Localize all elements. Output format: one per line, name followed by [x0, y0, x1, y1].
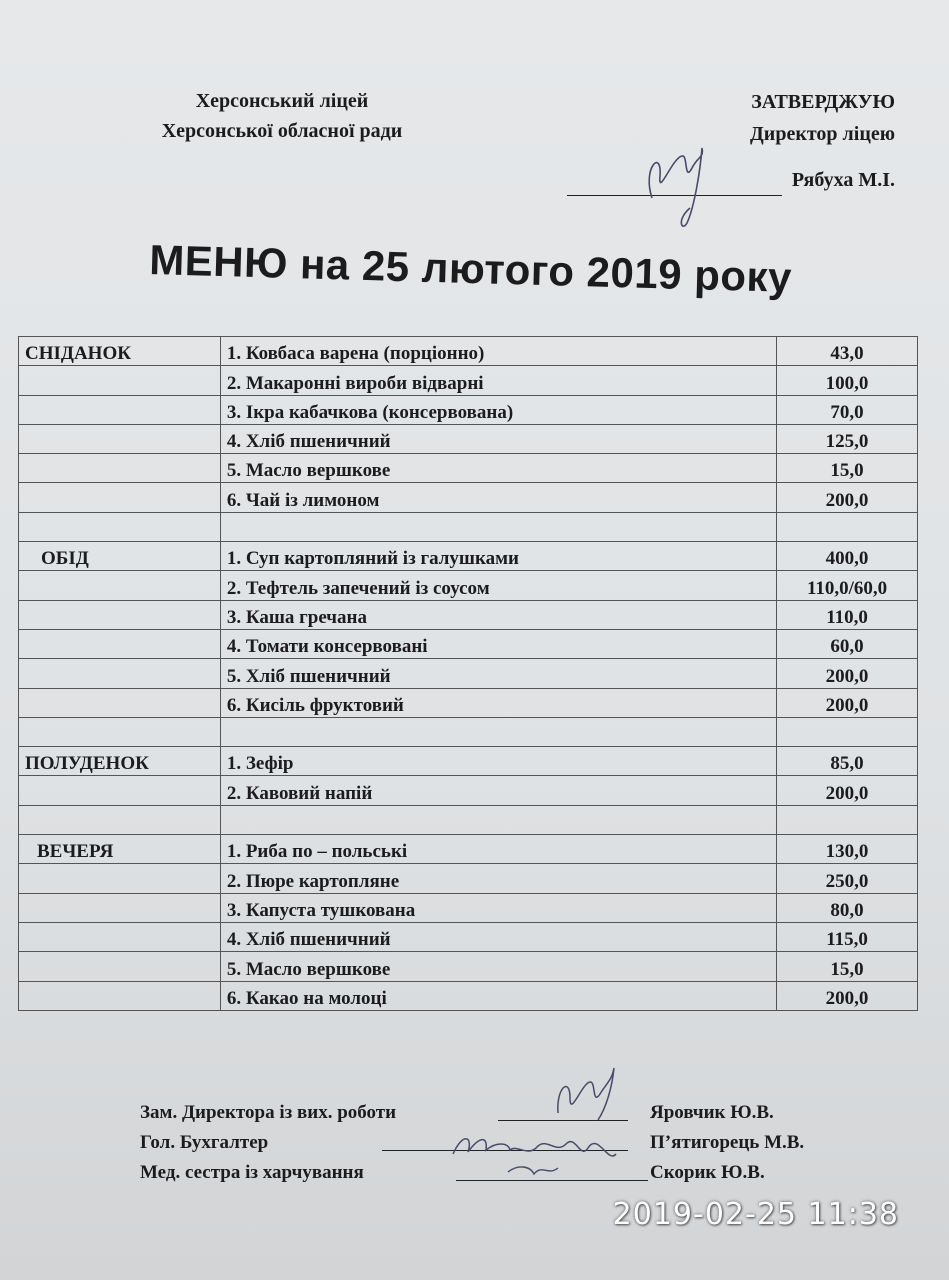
meal-label: ВЕЧЕРЯ [19, 835, 221, 864]
menu-row [19, 835, 918, 864]
dish-name: 6. Кисіль фруктовий [220, 688, 776, 717]
menu-row [19, 688, 918, 717]
dish-name: 5. Масло вершкове [220, 454, 776, 483]
dish-name: 1. Ковбаса варена (порціонно) [220, 337, 776, 366]
menu-table [18, 336, 918, 1011]
meal-label-cell [19, 571, 221, 600]
deputy-signature [548, 1058, 638, 1128]
approval-position: Директор ліцею [750, 123, 895, 145]
dish-portion: 110,0 [777, 600, 918, 629]
spacer-row [19, 805, 918, 834]
empty-cell [19, 512, 221, 541]
dish-portion: 130,0 [777, 835, 918, 864]
meal-label-cell [19, 922, 221, 951]
menu-row [19, 776, 918, 805]
meal-label-cell [19, 688, 221, 717]
dish-name: 5. Масло вершкове [220, 952, 776, 981]
dish-portion: 200,0 [777, 776, 918, 805]
menu-row [19, 922, 918, 951]
director-signature [632, 128, 742, 238]
meal-label: ОБІД [19, 542, 221, 571]
meal-label-cell [19, 424, 221, 453]
dish-portion: 125,0 [777, 424, 918, 453]
signature-person: П’ятигорець М.В. [650, 1132, 805, 1153]
dish-portion: 60,0 [777, 629, 918, 658]
empty-cell [220, 717, 776, 746]
dish-portion: 200,0 [777, 981, 918, 1010]
meal-label-cell [19, 600, 221, 629]
empty-cell [777, 512, 918, 541]
dish-portion: 200,0 [777, 659, 918, 688]
director-name: Рябуха М.І. [791, 169, 895, 191]
meal-label-cell [19, 893, 221, 922]
spacer-row [19, 512, 918, 541]
dish-name: 2. Тефтель запечений із соусом [220, 571, 776, 600]
menu-row [19, 571, 918, 600]
dish-portion: 15,0 [777, 454, 918, 483]
dish-name: 3. Каша гречана [220, 600, 776, 629]
menu-row [19, 454, 918, 483]
menu-row [19, 424, 918, 453]
empty-cell [220, 805, 776, 834]
meal-label: СНІДАНОК [19, 337, 221, 366]
dish-name: 2. Пюре картопляне [220, 864, 776, 893]
meal-label-cell [19, 454, 221, 483]
dish-name: 3. Капуста тушкована [220, 893, 776, 922]
meal-label-cell [19, 864, 221, 893]
dish-portion: 85,0 [777, 747, 918, 776]
menu-row [19, 629, 918, 658]
meal-label: ПОЛУДЕНОК [19, 747, 221, 776]
dish-name: 4. Хліб пшеничний [220, 424, 776, 453]
empty-cell [777, 805, 918, 834]
signature-role: Гол. Бухгалтер [140, 1132, 269, 1153]
signature-role: Зам. Директора із вих. роботи [140, 1102, 397, 1123]
menu-row [19, 366, 918, 395]
meal-label-cell [19, 952, 221, 981]
photo-timestamp: 2019-02-25 11:38 [612, 1197, 899, 1232]
empty-cell [220, 512, 776, 541]
accountant-signature [448, 1124, 628, 1184]
meal-label-cell [19, 366, 221, 395]
empty-cell [19, 717, 221, 746]
dish-name: 4. Томати консервовані [220, 629, 776, 658]
dish-portion: 70,0 [777, 395, 918, 424]
dish-name: 4. Хліб пшеничний [220, 922, 776, 951]
meal-label-cell [19, 483, 221, 512]
dish-name: 6. Какао на молоці [220, 981, 776, 1010]
menu-row [19, 864, 918, 893]
meal-label-cell [19, 395, 221, 424]
meal-label-cell [19, 981, 221, 1010]
dish-portion: 250,0 [777, 864, 918, 893]
dish-portion: 80,0 [777, 893, 918, 922]
menu-row [19, 981, 918, 1010]
approval-title: ЗАТВЕРДЖУЮ [751, 91, 895, 113]
dish-name: 1. Суп картопляний із галушками [220, 542, 776, 571]
menu-row [19, 659, 918, 688]
empty-cell [777, 717, 918, 746]
dish-name: 1. Зефір [220, 747, 776, 776]
empty-cell [19, 805, 221, 834]
menu-row [19, 337, 918, 366]
dish-portion: 200,0 [777, 483, 918, 512]
org-name-line1: Херсонський ліцей [195, 90, 369, 112]
menu-row [19, 893, 918, 922]
meal-label-cell [19, 776, 221, 805]
org-name-line2: Херсонської обласної ради [161, 120, 403, 142]
dish-name: 6. Чай із лимоном [220, 483, 776, 512]
dish-portion: 400,0 [777, 542, 918, 571]
signature-person: Скорик Ю.В. [650, 1162, 765, 1183]
organization-header [112, 86, 452, 146]
menu-row [19, 483, 918, 512]
meal-label-cell [19, 659, 221, 688]
dish-name: 5. Хліб пшеничний [220, 659, 776, 688]
dish-name: 1. Риба по – польські [220, 835, 776, 864]
menu-row [19, 952, 918, 981]
dish-portion: 115,0 [777, 922, 918, 951]
signature-role: Мед. сестра із харчування [140, 1162, 364, 1183]
spacer-row [19, 717, 918, 746]
page-title: МЕНЮ на 25 лютого 2019 року [148, 236, 793, 301]
signature-person: Яровчик Ю.В. [650, 1102, 774, 1123]
dish-name: 2. Кавовий напій [220, 776, 776, 805]
dish-name: 2. Макаронні вироби відварні [220, 366, 776, 395]
menu-row [19, 395, 918, 424]
dish-portion: 15,0 [777, 952, 918, 981]
menu-row [19, 600, 918, 629]
dish-portion: 200,0 [777, 688, 918, 717]
menu-row [19, 542, 918, 571]
dish-portion: 43,0 [777, 337, 918, 366]
dish-portion: 100,0 [777, 366, 918, 395]
dish-name: 3. Ікра кабачкова (консервована) [220, 395, 776, 424]
menu-row [19, 747, 918, 776]
meal-label-cell [19, 629, 221, 658]
dish-portion: 110,0/60,0 [777, 571, 918, 600]
